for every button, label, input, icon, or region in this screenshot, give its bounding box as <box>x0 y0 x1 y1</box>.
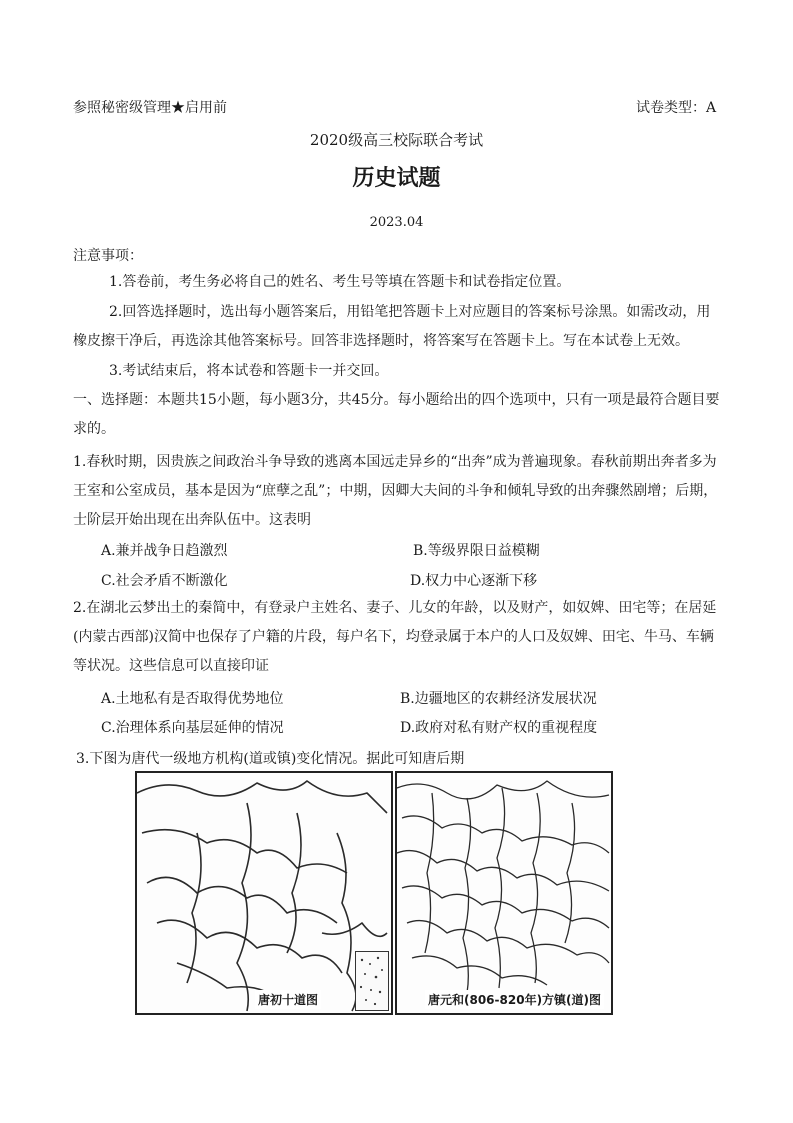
notice-heading: 注意事项： <box>73 248 143 264</box>
map-1-caption: 唐初十道图 <box>255 990 321 1009</box>
islands-dots <box>356 952 388 1010</box>
map-outline-1 <box>137 773 391 1013</box>
question-1-option-b[interactable]: B.等级界限日益模糊 <box>413 543 540 559</box>
map-outline-2 <box>397 773 611 1013</box>
south-sea-inset <box>355 951 389 1011</box>
notice-item-2: 2.回答选择题时，选出每小题答案后，用铅笔把答题卡上对应题目的答案标号涂黑。如需改动，用橡皮擦干净后，再选涂其他答案标号。回答非选择题时，将答案写在答题卡上。写在本试卷上无效。 <box>73 304 711 349</box>
question-1-option-a[interactable]: A.兼并战争日趋激烈 <box>101 543 228 559</box>
question-2-option-c[interactable]: C.治理体系向基层延伸的情况 <box>101 720 284 736</box>
question-1-option-c[interactable]: C.社会矛盾不断激化 <box>101 573 228 589</box>
map-tang-yuanhe-fangzhen <box>395 771 613 1015</box>
exam-date: 2023.04 <box>369 215 424 230</box>
question-2-option-a[interactable]: A.土地私有是否取得优势地位 <box>101 691 284 707</box>
question-1-option-d[interactable]: D.权力中心逐渐下移 <box>410 573 538 589</box>
page-title: 历史试题 <box>352 165 441 191</box>
map-tang-ten-circuits <box>135 771 393 1015</box>
question-2-option-d[interactable]: D.政府对私有财产权的重视程度 <box>400 720 598 736</box>
paper-type-label: 试卷类型：A <box>636 100 717 116</box>
notice-item-3: 3.考试结束后，将本试卷和答题卡一并交回。 <box>109 363 389 379</box>
question-3-stem: 3.下图为唐代一级地方机构(道或镇)变化情况。据此可知唐后期 <box>76 751 465 767</box>
exam-name: 2020级高三校际联合考试 <box>309 131 484 149</box>
notice-item-1: 1.答卷前，考生务必将自己的姓名、考生号等填在答题卡和试卷指定位置。 <box>109 274 571 290</box>
map-2-caption: 唐元和(806-820年)方镇(道)图 <box>425 990 604 1009</box>
confidential-label: 参照秘密级管理★启用前 <box>73 100 227 116</box>
question-2-option-b[interactable]: B.边疆地区的农耕经济发展状况 <box>400 691 597 707</box>
question-1-stem: 1.春秋时期，因贵族之间政治斗争导致的逃离本国远走异乡的“出奔”成为普遍现象。春秋前期出奔者多为王室和公室成员，基本是因为“庶孽之乱”；中期，因卿大夫间的斗争和倾轧导致的出奔骤然剧增；后期，士阶层开始出现在出奔队伍中。这表明 <box>73 454 718 528</box>
section-intro: 一、选择题：本题共15小题，每小题3分，共45分。每小题给出的四个选项中，只有一项是最符合题目要求的。 <box>73 392 720 437</box>
question-2-stem: 2.在湖北云梦出土的秦简中，有登录户主姓名、妻子、儿女的年龄，以及财产，如奴婢、田宅等；在居延(内蒙古西部)汉简中也保存了户籍的片段，每户名下，均登录属于本户的人口及奴婢、田宅、牛马、车辆等状况。这些信息可以直接印证 <box>73 600 717 674</box>
